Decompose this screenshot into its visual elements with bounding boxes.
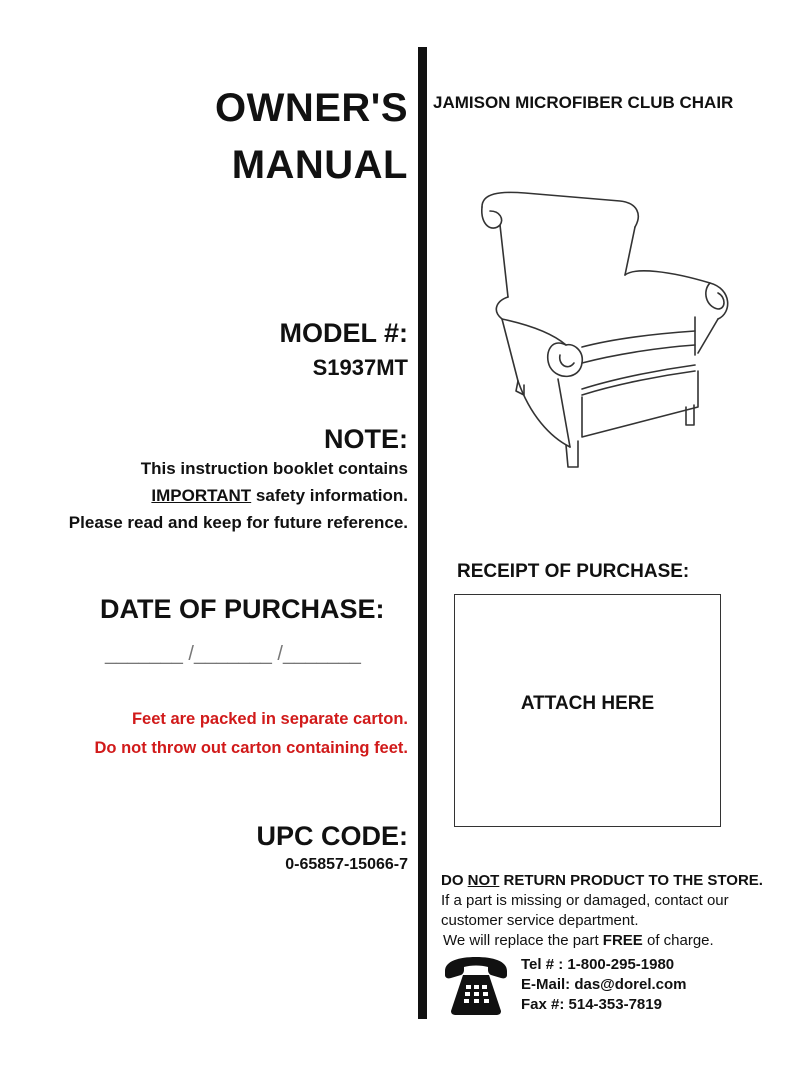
contact-line-3 — [441, 931, 729, 951]
contact-info — [521, 955, 687, 1015]
return-do: DO — [441, 872, 468, 889]
return-warning — [441, 871, 763, 891]
telephone-number: Tel # : 1-800-295-1980 — [521, 956, 675, 973]
manual-title — [215, 80, 408, 194]
feet-warning — [95, 705, 408, 763]
receipt-attach-box — [454, 594, 721, 827]
customer-service-text — [441, 891, 729, 951]
free-emphasis: FREE — [602, 932, 643, 949]
receipt-label: RECEIPT OF PURCHASE: — [457, 561, 690, 582]
date-of-purchase-label: DATE OF PURCHASE: — [100, 594, 385, 624]
return-rest: RETURN PRODUCT TO THE STORE. — [499, 872, 763, 889]
warning-line-1: Feet are packed in separate carton. — [131, 710, 408, 728]
note-line-2-rest: safety information. — [251, 486, 408, 505]
contact-line-1: If a part is missing or damaged, contact our — [441, 892, 729, 909]
upc-label: UPC CODE: — [256, 821, 408, 851]
column-divider — [418, 47, 427, 1019]
note-line-2 — [69, 482, 408, 509]
important-emphasis: IMPORTANT — [151, 486, 252, 505]
model-label: MODEL #: — [279, 318, 408, 348]
note-line-1: This instruction booklet contains — [140, 459, 408, 478]
model-number: S1937MT — [312, 355, 408, 380]
email-address: E-Mail: das@dorel.com — [521, 976, 687, 993]
upc-code: 0-65857-15066-7 — [285, 856, 408, 873]
note-line-3: Please read and keep for future reference. — [68, 513, 408, 532]
contact-line-2: customer service department. — [441, 912, 639, 929]
note-text — [69, 455, 408, 536]
telephone-icon — [441, 955, 511, 1017]
title-line-2: MANUAL — [231, 143, 408, 187]
contact-line-3-post: of charge. — [642, 932, 714, 949]
date-blank-lines: _______ /_______ /_______ — [105, 643, 361, 665]
title-line-1: OWNER'S — [214, 86, 408, 130]
contact-line-3-pre: We will replace the part — [443, 932, 603, 949]
product-title: JAMISON MICROFIBER CLUB CHAIR — [433, 93, 734, 112]
armchair-illustration — [470, 185, 735, 475]
attach-here-label: ATTACH HERE — [520, 693, 655, 714]
fax-number: Fax #: 514-353-7819 — [521, 996, 662, 1013]
note-label: NOTE: — [324, 424, 408, 454]
return-not: NOT — [467, 872, 500, 889]
warning-line-2: Do not throw out carton containing feet. — [94, 739, 408, 757]
